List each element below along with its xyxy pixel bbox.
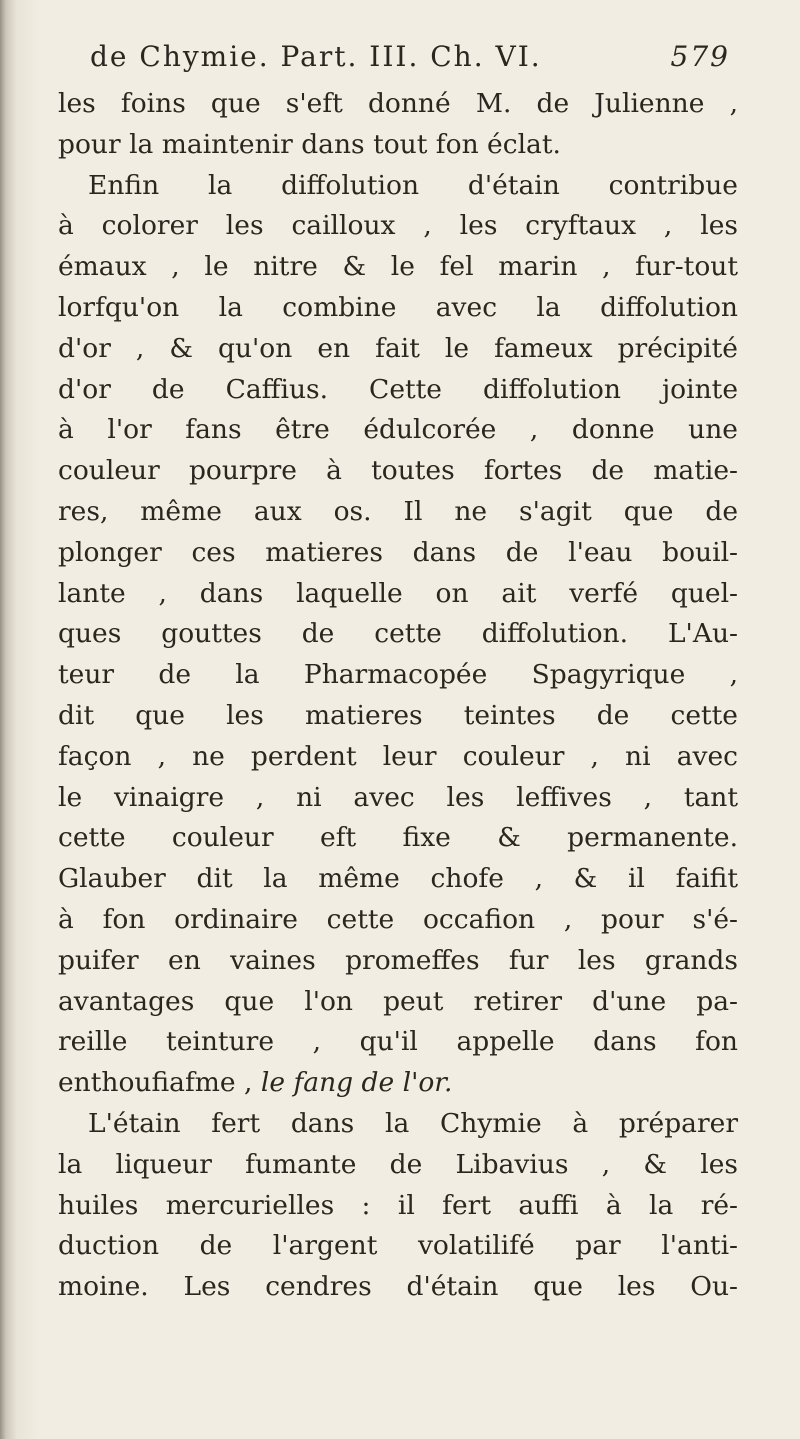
text-line: à colorer les cailloux , les cryftaux , les [58,210,738,242]
text-line: la liqueur fumante de Libavius , & les [58,1148,738,1180]
text-segment: enthoufiafme , [58,1067,253,1099]
text-line: d'or , & qu'on en fait le fameux précipité [58,332,738,364]
text-line: façon , ne perdent leur couleur , ni avec [58,740,738,772]
text-line: dit que les matieres teintes de cette [58,699,738,731]
running-header [90,40,730,84]
text-line: reille teinture , qu'il appelle dans fon [58,1026,738,1058]
text-line: les foins que s'eft donné M. de Julienne , [58,88,738,119]
text-line: émaux , le nitre & le fel marin , fur-tout [58,251,738,283]
text-line: avantages que l'on peut retirer d'une pa- [58,985,738,1017]
text-line: ques gouttes de cette diffolution. L'Au- [58,618,738,650]
text-line-with-italic [58,1063,738,1104]
italic-phrase: le fang de l'or. [260,1067,453,1099]
page-number: 579 [670,40,730,73]
text-line: le vinaigre , ni avec les leffives , tant [58,781,738,813]
text-line: à fon ordinaire cette occafion , pour s'é- [58,903,738,935]
text-line: moine. Les cendres d'étain que les Ou- [58,1271,738,1303]
text-line: pour la maintenir dans tout fon éclat. [58,128,561,160]
text-line: plonger ces matieres dans de l'eau bouil- [58,536,738,568]
text-line: lante , dans laquelle on ait verfé quel- [58,577,738,609]
text-line: huiles mercurielles : il fert auffi à la ré- [58,1189,738,1221]
text-line: couleur pourpre à toutes fortes de matie- [58,455,738,487]
page-gutter-shadow [0,0,18,1439]
body-text [58,84,738,1308]
text-line: à l'or fans être édulcorée , donne une [58,414,738,446]
text-line: Glauber dit la même chofe , & il faifit [58,863,738,895]
text-line: puifer en vaines promeffes fur les grands [58,944,738,976]
text-line: teur de la Pharmacopée Spagyrique , [58,659,738,691]
text-line: cette couleur eft fixe & permanente. [58,822,738,854]
paragraph-start-line: Enfin la diffolution d'étain contribue [88,169,738,201]
running-header-title: de Chymie. Part. III. Ch. VI. [90,40,542,73]
paragraph-start-line: L'étain fert dans la Chymie à préparer [88,1107,738,1139]
text-line: res, même aux os. Il ne s'agit que de [58,495,738,527]
text-line: duction de l'argent volatilifé par l'anti- [58,1230,738,1262]
text-line: d'or de Caffius. Cette diffolution jointe [58,373,738,405]
text-line: lorfqu'on la combine avec la diffolution [58,291,738,323]
